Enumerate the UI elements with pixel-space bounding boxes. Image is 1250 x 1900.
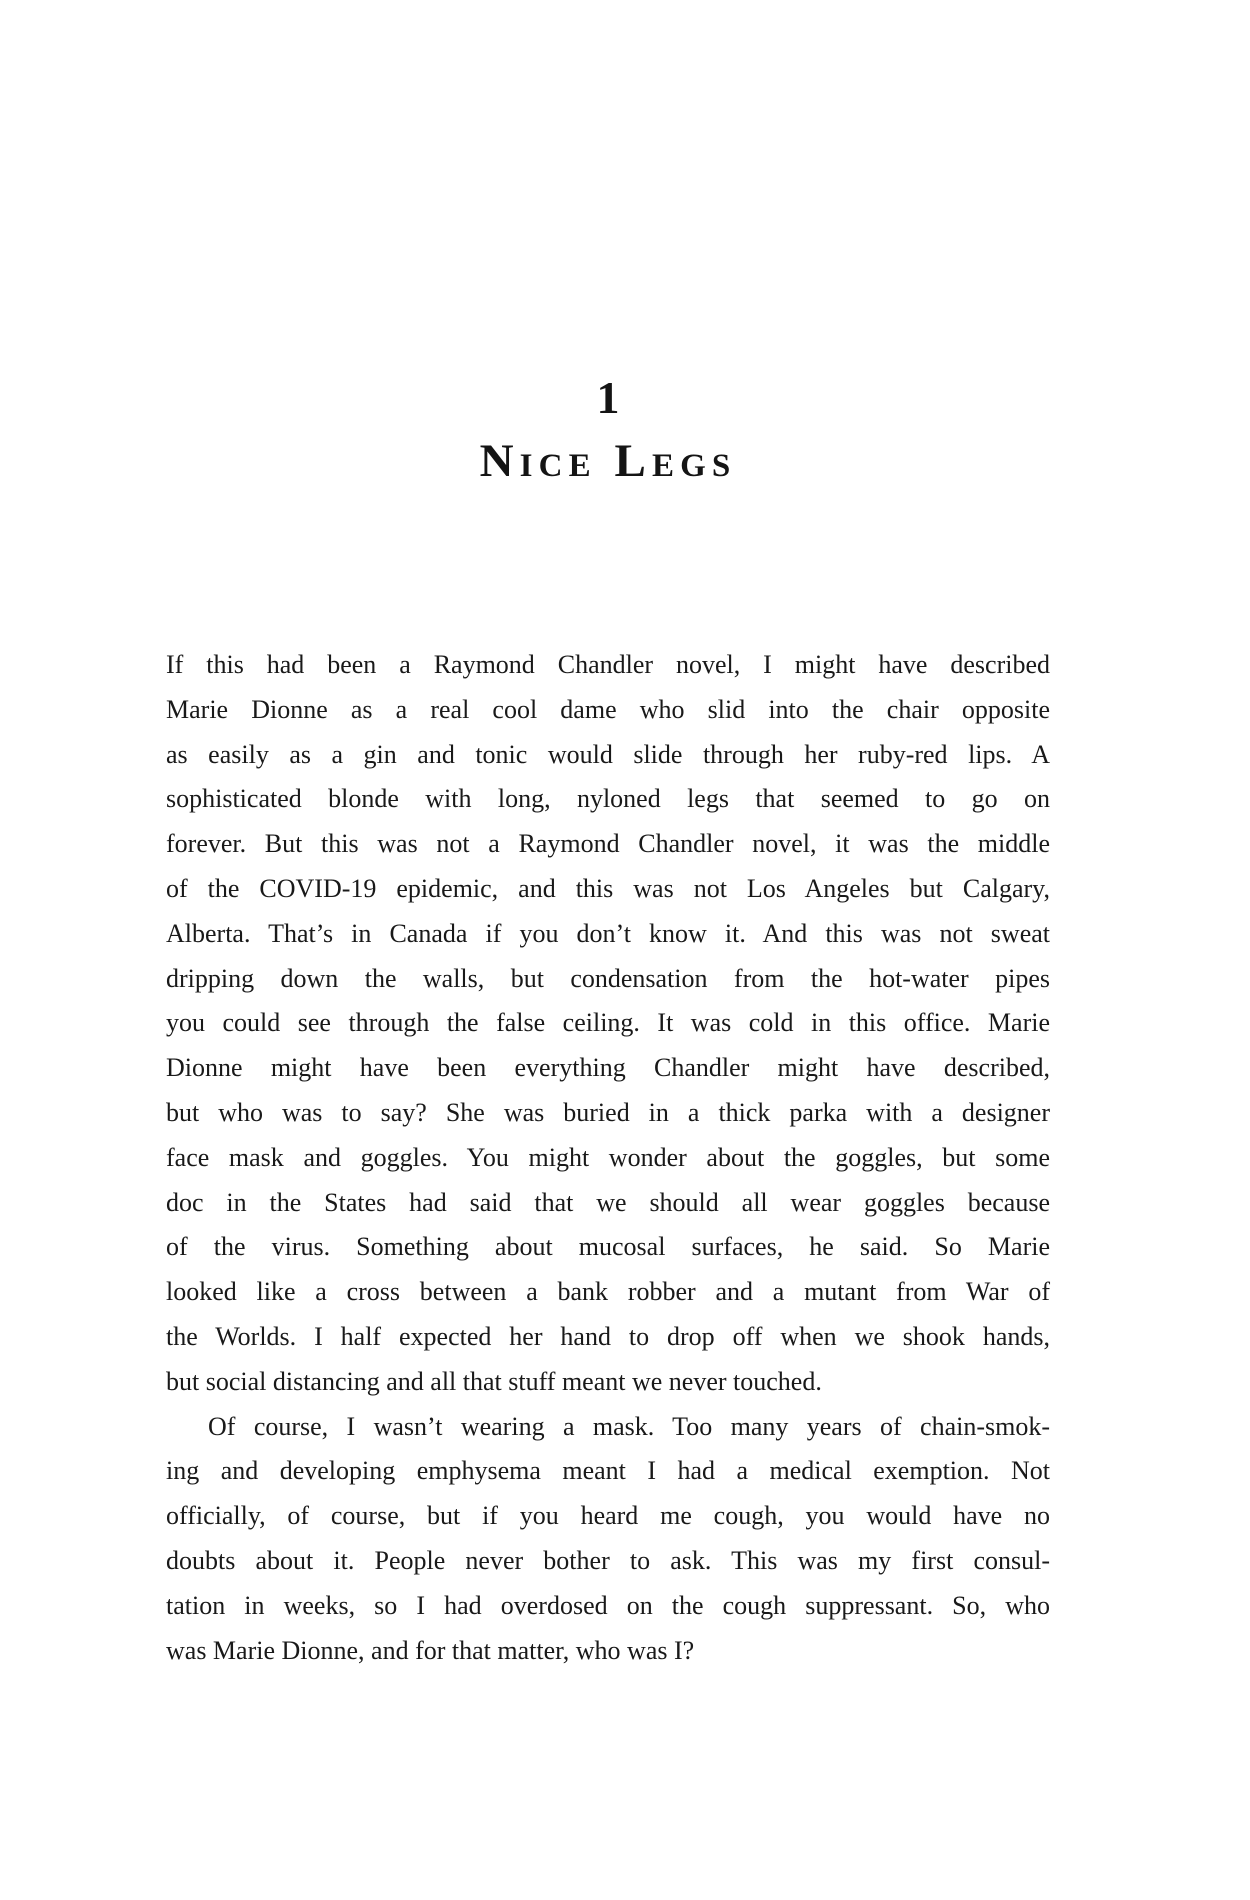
- text-line: but social distancing and all that stuff meant we never touched.: [166, 1366, 822, 1396]
- text-line: forever. But this was not a Raymond Chandler novel, it was the middle: [166, 829, 1050, 859]
- text-line: the Worlds. I half expected her hand to drop off when we shook hands,: [166, 1321, 1050, 1351]
- chapter-number: 1: [596, 372, 620, 423]
- text-line: Dionne might have been everything Chandler might have described,: [166, 1053, 1050, 1083]
- text-line: doc in the States had said that we should all wear goggles because: [166, 1187, 1050, 1217]
- text-line: you could see through the false ceiling. It was cold in this office. Marie: [166, 1008, 1050, 1038]
- text-line: doubts about it. People never bother to ask. This was my first consul-: [166, 1545, 1050, 1575]
- text-line: tation in weeks, so I had overdosed on the cough suppressant. So, who: [166, 1590, 1050, 1620]
- text-line: dripping down the walls, but condensation from the hot-water pipes: [166, 963, 1050, 993]
- text-line: sophisticated blonde with long, nyloned legs that seemed to go on: [166, 784, 1050, 814]
- text-line: but who was to say? She was buried in a thick parka with a designer: [166, 1097, 1050, 1127]
- chapter-body: [166, 643, 1050, 1673]
- text-line: officially, of course, but if you heard me cough, you would have no: [166, 1501, 1050, 1531]
- chapter-title: Nice Legs: [479, 435, 737, 487]
- text-line: looked like a cross between a bank robber and a mutant from War of: [166, 1277, 1050, 1307]
- text-line: Of course, I wasn’t wearing a mask. Too many years of chain-smok-: [208, 1411, 1050, 1441]
- text-line: ing and developing emphysema meant I had a medical exemption. Not: [166, 1456, 1050, 1486]
- text-line: If this had been a Raymond Chandler novel, I might have described: [166, 650, 1050, 679]
- text-line: of the virus. Something about mucosal surfaces, he said. So Marie: [166, 1232, 1050, 1262]
- text-line: Alberta. That’s in Canada if you don’t know it. And this was not sweat: [166, 918, 1050, 948]
- text-line: Marie Dionne as a real cool dame who slid into the chair opposite: [166, 694, 1050, 724]
- text-line: of the COVID-19 epidemic, and this was not Los Angeles but Calgary,: [166, 873, 1050, 903]
- text-line: as easily as a gin and tonic would slide through her ruby-red lips. A: [166, 739, 1050, 769]
- text-line: face mask and goggles. You might wonder about the goggles, but some: [166, 1142, 1050, 1172]
- text-line: was Marie Dionne, and for that matter, who was I?: [166, 1635, 695, 1665]
